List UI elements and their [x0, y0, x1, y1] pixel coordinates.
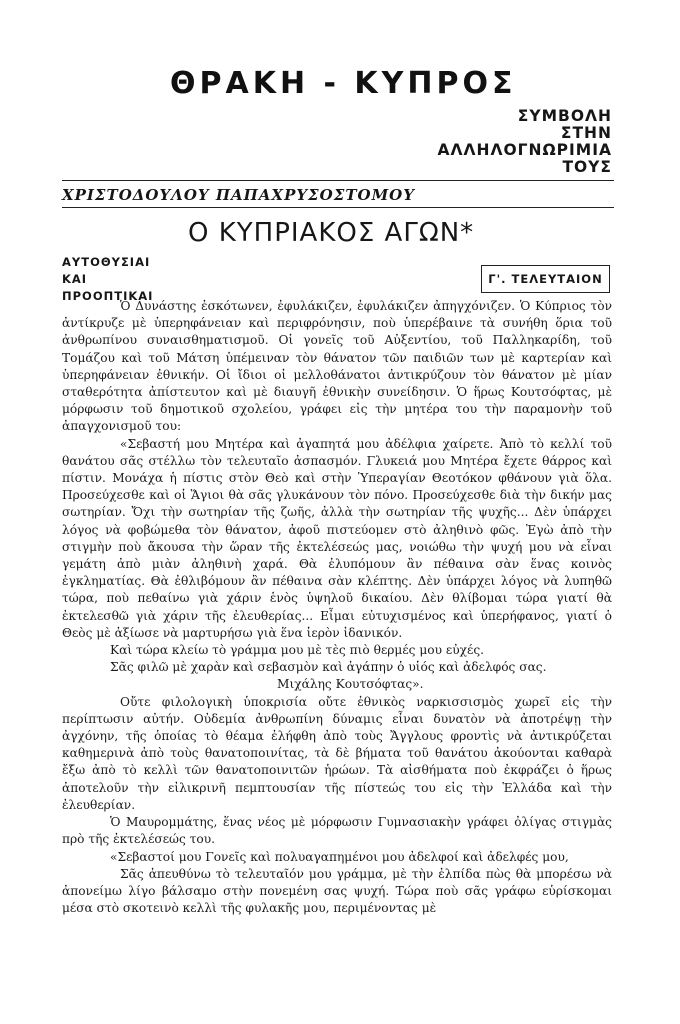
quoted-letter-paragraph: Σᾶς ἀπευθύνω τὸ τελευταῖόν μου γράμμα, μὲ τὴν ἐλπίδα πὼς θὰ μπορέσω νὰ ἀπονείμω λίγο βάλσαμο στὴν πονεμένη σας ψυχή. Τώρα ποὺ σᾶς γράφω εὑρίσκομαι μέσα στὸ σκοτεινὸ κελλὶ τῆς φυλακῆς μου, περιμένοντας μὲ	[62, 866, 612, 916]
section-heading-line: ΑΥΤΟΘΥΣΙΑΙ	[62, 255, 151, 269]
author-divider	[62, 207, 614, 208]
letter-signature: Μιχάλης Κουτσόφτας».	[277, 677, 424, 692]
author-name: ΧΡΙΣΤΟΔΟΥΛΟΥ ΠΑΠΑΧΡΥΣΟΣΤΟΜΟΥ	[62, 186, 415, 204]
section-heading-line: ΚΑΙ	[62, 272, 88, 286]
body-paragraph: Ὁ Δυνάστης ἐσκότωνεν, ἐφυλάκιζεν, ἐφυλάκιζεν ἀπηγχόνιζεν. Ὁ Κύπριος τὸν ἀντίκρυζε μὲ ὑπερηφάνειαν καὶ περιφρόνησιν, ποὺ ὑπερέβαινε τὰ συνήθη ὅρια τοῦ ἀνθρωπίνου συναισθηματισμοῦ. Οἱ γονεῖς τοῦ Αὐξεντίου, τοῦ Παλληκαρίδη, τοῦ Τομάζου καὶ τοῦ Μάτση ὑπέμειναν τὸν θάνατον τῶν παιδιῶν των μὲ καρτερίαν καὶ ὑπερηφάνειαν ἐθνικήν. Οἱ ἴδιοι οἱ μελλοθάνατοι ἀντικρύζουν τὸν θάνατον μὲ μίαν σταθερότητα ἀπίστευτον καὶ μὲ διαυγῆ ἐθνικὴν συνείδησιν. Ὁ ἥρως Κουτσόφτας, μὲ μόρφωσιν τοῦ δημοτικοῦ σχολείου, γράφει εἰς τὴν μητέρα του τὴν παραμονὴν τοῦ ἀπαγχονισμοῦ του:	[62, 299, 612, 434]
subtitle-line: ΤΟΥΣ	[562, 158, 612, 176]
quoted-letter-line: Σᾶς φιλῶ μὲ χαρὰν καὶ σεβασμὸν καὶ ἀγάπην ὁ υἱός καὶ ἀδελφός σας.	[110, 660, 547, 675]
top-divider	[62, 180, 614, 181]
section-heading-line: ΠΡΟΟΠΤΙΚΑΙ	[62, 289, 154, 303]
masthead-subtitle	[438, 108, 612, 176]
subtitle-line: ΑΛΛΗΛΟΓΝΩΡΙΜΙΑ	[437, 141, 612, 159]
masthead-title: ΘΡΑΚΗ - ΚΥΠΡΟΣ	[170, 66, 517, 101]
body-paragraph: Ὁ Μαυρομμάτης, ἕνας νέος μὲ μόρφωσιν Γυμνασιακὴν γράφει ὀλίγας στιγμὰς πρὸ τῆς ἐκτελέσεώς του.	[62, 815, 612, 847]
article-title: Ο ΚΥΠΡΙΑΚΟΣ ΑΓΩΝ*	[188, 218, 475, 248]
body-paragraph: Οὔτε φιλολογικὴ ὑποκρισία οὔτε ἐθνικὸς ναρκισσισμὸς χωρεῖ εἰς τὴν περίπτωσιν αὐτήν. Οὐδεμία ἀνθρωπίνη δύναμις εἶναι δυνατὸν νὰ ἀποτρέψῃ τὴν ἀγχόνην, τῆς ὁποίας τὸ θέαμα ἐλήφθη ἀπὸ τοὺς Ἄγγλους φροντὶς νὰ ἀντικρύζεται καθημερινὰ ἀπὸ τοὺς θανατοποινίτας, τὰ δὲ βήματα τοῦ θανάτου ἀκούονται καθαρὰ ἔξω ἀπὸ τὸ κελλὶ τῶν θανατοποινιτῶν ἡρώων. Τὰ αἰσθήματα ποὺ ἐκφράζει ὁ ἥρως ἀποτελοῦν τὴν εἰλικρινῆ πεμπτουσίαν τῆς πίστεώς του εἰς τὴν Ἑλλάδα καὶ τὴν ἐλευθερίαν.	[62, 694, 612, 812]
article-body	[62, 298, 612, 917]
subtitle-line: ΣΥΜΒΟΛΗ	[517, 107, 612, 125]
subtitle-line: ΣΤΗΝ	[560, 124, 612, 142]
quoted-letter-line: Καὶ τώρα κλείω τὸ γράμμα μου μὲ τὲς πιὸ θερμές μου εὐχές.	[110, 643, 485, 658]
quoted-letter-paragraph: «Σεβαστή μου Μητέρα καὶ ἀγαπητά μου ἀδέλφια χαίρετε. Ἀπὸ τὸ κελλί τοῦ θανάτου σᾶς στέλλω τὸν τελευταῖο ἀσπασμόν. Γλυκειά μου Μητέρα ἔχετε θάρρος καὶ πίστιν. Μονάχα ἡ πίστις στὸν Θεὸ καὶ στὴν Ὑπεραγίαν Θεοτόκον φθάνουν γιὰ ὅλα. Προσεύχεσθε καὶ οἱ Ἅγιοι θὰ σᾶς γλυκάνουν τὸν πόνο. Προσεύχεσθε διὰ τὴν δικήν μας σωτηρίαν. Ὄχι τὴν σωτηρίαν τῆς ζωῆς, ἀλλὰ τὴν σωτηρίαν τῆς ψυχῆς... Δὲν ὑπάρχει λόγος νὰ φοβώμεθα τὸν θάνατον, ἀφοῦ πιστεύομεν στὸ ἀληθινὸ φῶς. Ἐγὼ ἀπὸ τὴν στιγμὴν ποὺ ἄκουσα τὴν ὥραν τῆς ἐκτελέσεώς μας, νοιώθω τὴν ψυχή μου νὰ εἶναι γεμάτη ἀπὸ μιὰν ἀληθινὴ χαρά. Θὰ ἐλυπόμουν ἂν πέθαινα σὰν ἕνας κοινὸς ἐγκληματίας. Θὰ ἐθλιβόμουν ἂν πέθαινα σὰν κλέπτης. Δὲν ὑπάρχει λόγος νὰ λυπηθῶ τώρα, ποὺ πεθαίνω γιὰ χάριν ἑνὸς ὑψηλοῦ δικαίου. Δὲν θλίβομαι τώρα γιατί θὰ ἐκτελεσθῶ γιὰ χάριν τῆς ἐλευθερίας... Εἶμαι εὐτυχισμένος καὶ ὑπερήφανος, γιατί ὁ Θεὸς μὲ ἀξίωσε νὰ μαρτυρήσω γιὰ ἕνα ἱερὸν ἰδανικόν.	[62, 436, 612, 640]
quoted-letter-salutation: «Σεβαστοί μου Γονεῖς καὶ πολυαγαπημένοι μου ἀδελφοί καὶ ἀδελφές μου,	[110, 849, 569, 864]
part-label-box: Γ'. ΤΕΛΕΥΤΑΙΟΝ	[481, 265, 610, 293]
